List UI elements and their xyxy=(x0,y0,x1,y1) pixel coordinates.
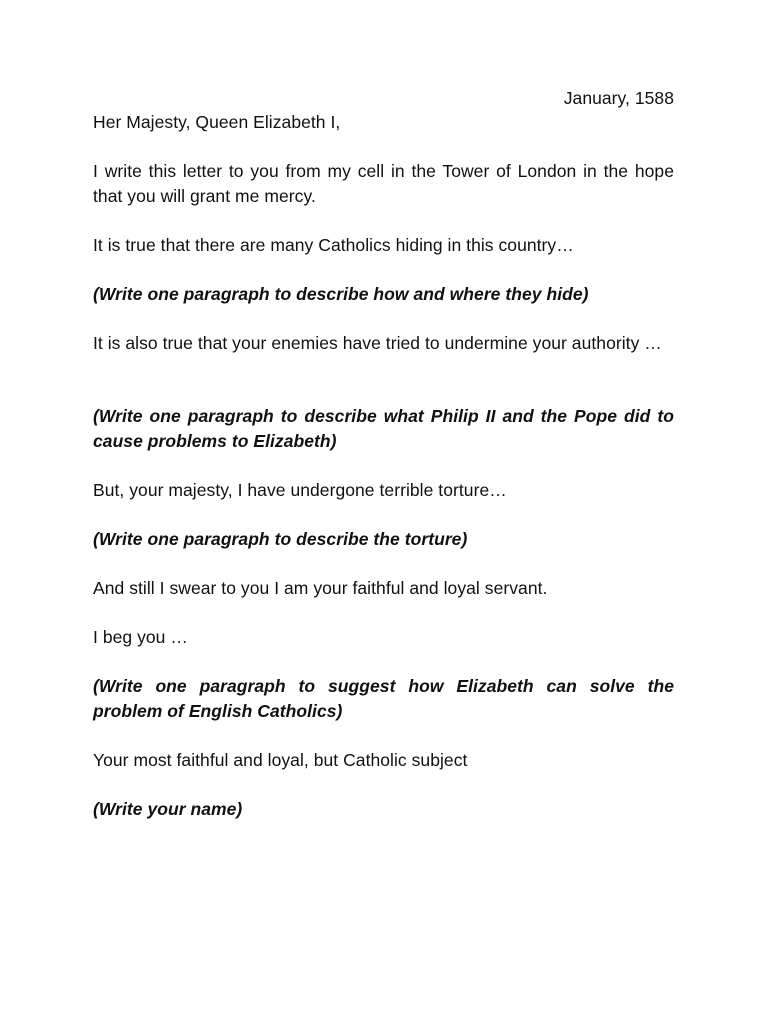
prompt-solve-problem: (Write one paragraph to suggest how Elizabeth can solve the problem of English Catholics) xyxy=(93,676,674,721)
letter-salutation: Her Majesty, Queen Elizabeth I, xyxy=(93,112,341,132)
paragraph-catholics-hiding: It is true that there are many Catholics hiding in this country… xyxy=(93,235,574,255)
paragraph-beg: I beg you … xyxy=(93,627,188,647)
prompt-describe-torture: (Write one paragraph to describe the torture) xyxy=(93,529,468,549)
paragraph-enemies: It is also true that your enemies have tried to undermine your authority … xyxy=(93,333,662,353)
paragraph-loyal-servant: And still I swear to you I am your faithful and loyal servant. xyxy=(93,578,548,598)
paragraph-torture: But, your majesty, I have undergone terrible torture… xyxy=(93,480,507,500)
prompt-write-name: (Write your name) xyxy=(93,799,243,819)
prompt-philip-and-pope: (Write one paragraph to describe what Philip II and the Pope did to cause problems to Elizabeth) xyxy=(93,406,674,451)
letter-closing: Your most faithful and loyal, but Catholic subject xyxy=(93,750,468,770)
paragraph-tower-cell: I write this letter to you from my cell in the Tower of London in the hope that you will grant me mercy. xyxy=(93,161,674,206)
prompt-how-they-hide: (Write one paragraph to describe how and where they hide) xyxy=(93,284,589,304)
letter-date: January, 1588 xyxy=(563,88,674,108)
